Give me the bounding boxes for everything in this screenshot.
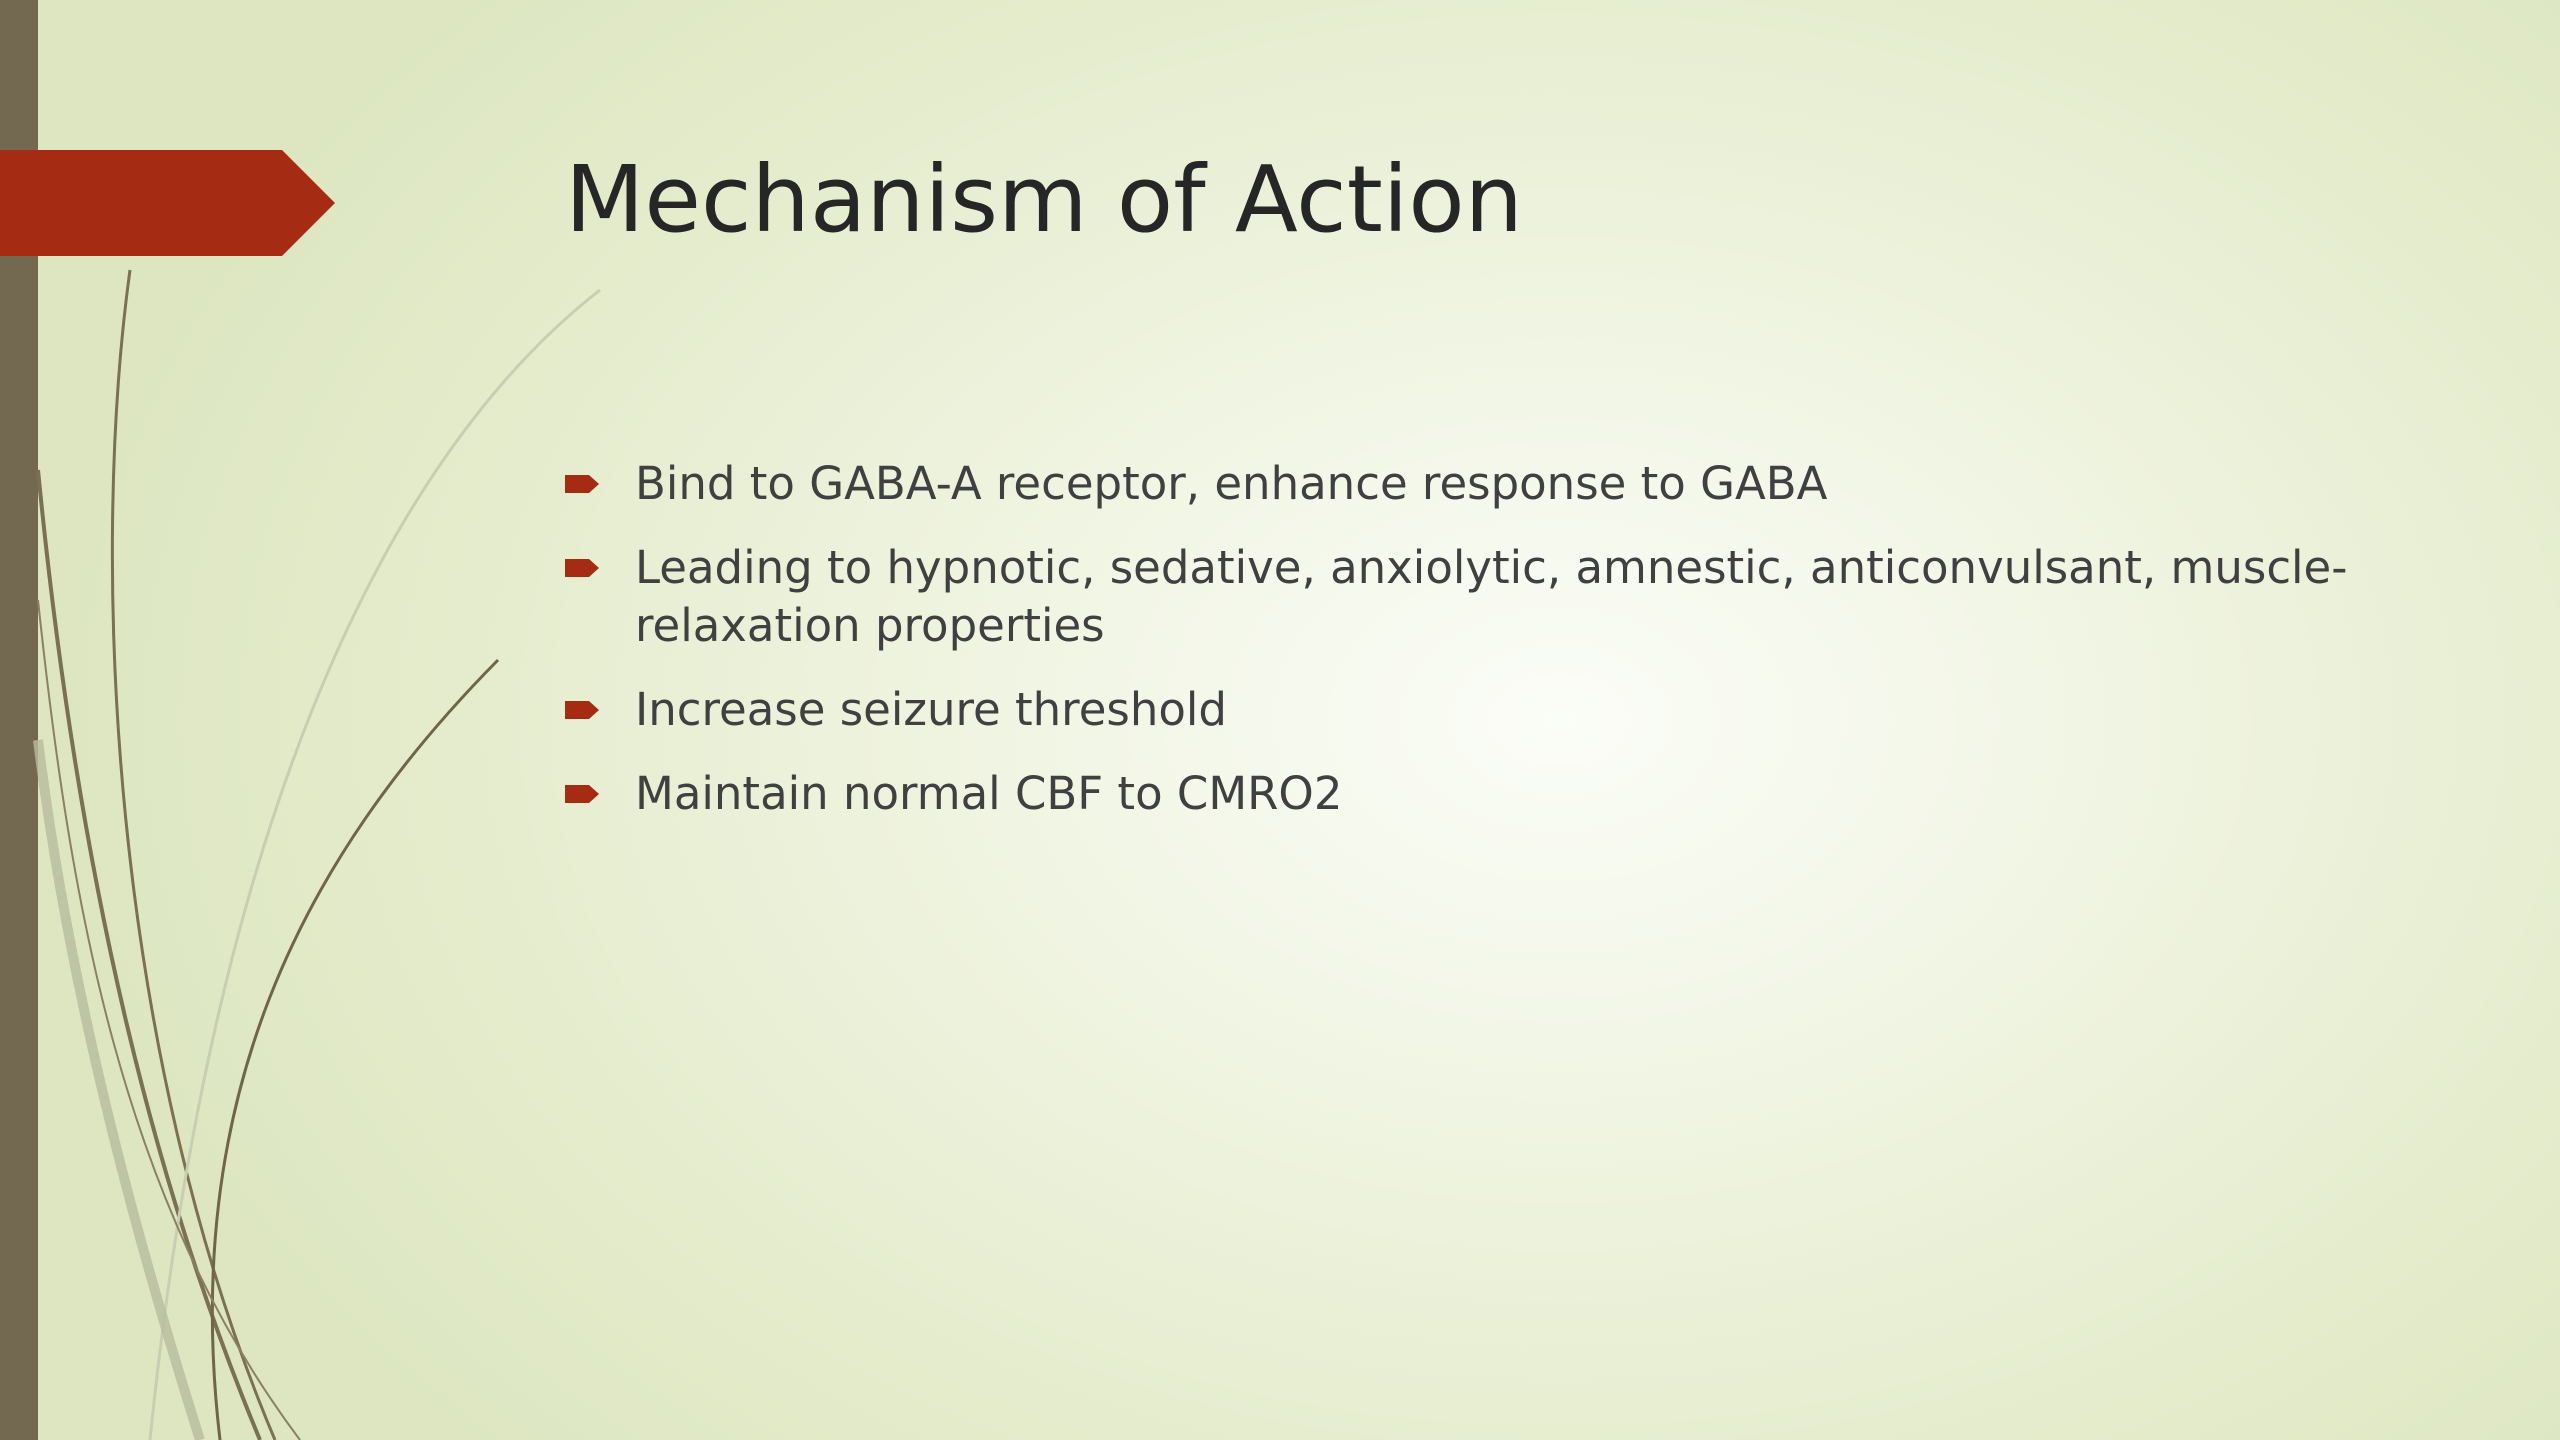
bullet-item [565, 539, 2465, 655]
bullet-list [565, 455, 2465, 849]
curve-line-3 [212, 660, 498, 1440]
arrow-bullet-icon [565, 782, 601, 806]
bullet-text: Increase seizure threshold [635, 683, 1227, 736]
arrow-bullet-icon [565, 556, 601, 580]
arrow-bullet-icon [565, 698, 601, 722]
bullet-text: Leading to hypnotic, sedative, anxiolytic, amnestic, anticonvulsant, muscle-relaxation properties [635, 541, 2348, 652]
bullet-text: Bind to GABA-A receptor, enhance response to GABA [635, 457, 1828, 510]
arrow-bullet-icon [565, 472, 601, 496]
bullet-item [565, 681, 2465, 739]
bullet-text: Maintain normal CBF to CMRO2 [635, 767, 1343, 820]
bullet-item [565, 765, 2465, 823]
slide-title: Mechanism of Action [565, 146, 1523, 253]
curve-line-4 [150, 290, 600, 1440]
title-arrow-tab [0, 150, 335, 256]
curve-line-5 [38, 740, 200, 1440]
bullet-item [565, 455, 2465, 513]
